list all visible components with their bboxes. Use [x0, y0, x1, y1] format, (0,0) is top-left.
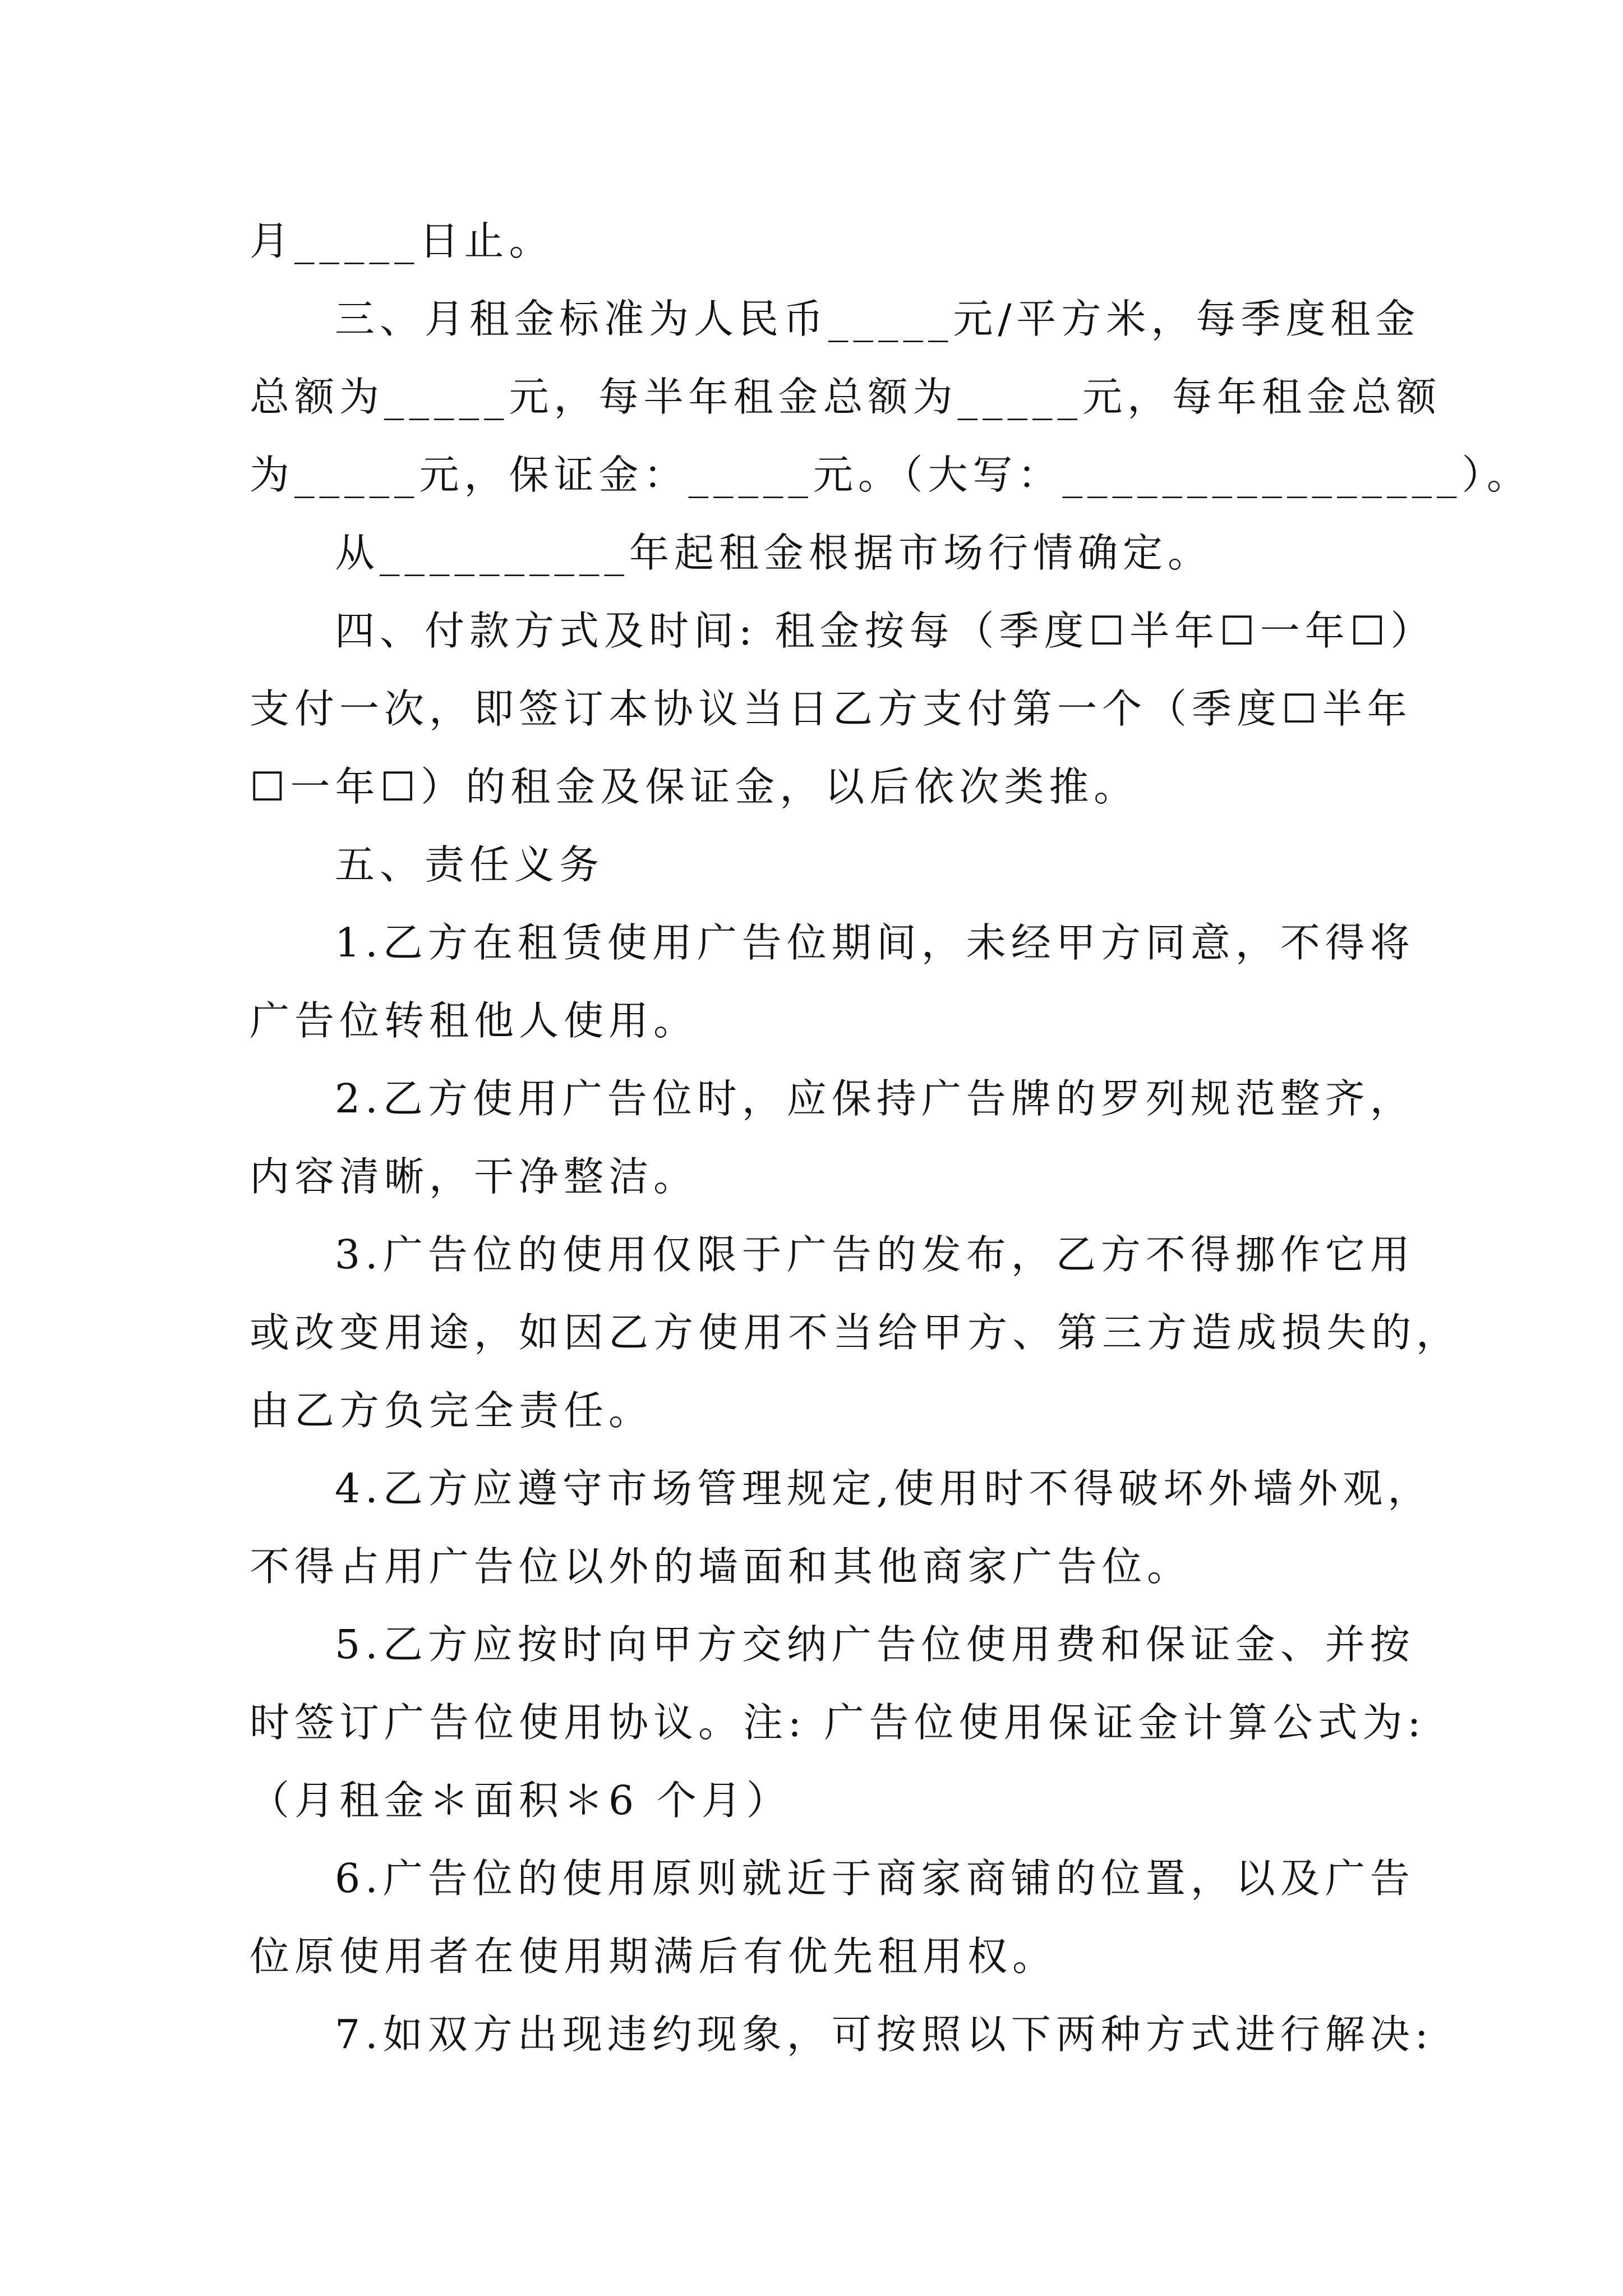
- text-line: ☐一年☐）的租金及保证金，以后依次类推。: [250, 763, 1139, 810]
- text-line: 四、付款方式及时间: 租金按每（季度☐半年☐一年☐）: [335, 608, 1436, 654]
- text-line: 7.如双方出现违约现象，可按照以下两种方式进行解决:: [335, 2011, 1433, 2058]
- text-line: 广告位转租他人使用。: [250, 997, 699, 1044]
- text-line: 总额为_____元，每半年租金总额为_____元，每年租金总额: [250, 374, 1442, 420]
- text-line: 3.广告位的使用仅限于广告的发布，乙方不得挪作它用: [335, 1231, 1415, 1278]
- text-line: 不得占用广告位以外的墙面和其他商家广告位。: [250, 1543, 1192, 1590]
- text-line: 1.乙方在租赁使用广告位期间，未经甲方同意，不得将: [335, 919, 1415, 966]
- text-line: 或改变用途，如因乙方使用不当给甲方、第三方造成损失的，: [250, 1309, 1461, 1356]
- text-line: 内容清晰，干净整洁。: [250, 1153, 699, 1200]
- section-heading: 五、责任义务: [335, 841, 605, 888]
- text-line: （月租金＊面积＊6 个月）: [250, 1777, 791, 1824]
- text-line: 2.乙方使用广告位时，应保持广告牌的罗列规范整齐，: [335, 1075, 1415, 1122]
- text-line: 5.乙方应按时向甲方交纳广告位使用费和保证金、并按: [335, 1621, 1415, 1668]
- text-line: 三、月租金标准为人民币_____元/平方米，每季度租金: [335, 296, 1421, 342]
- text-line: 由乙方负完全责任。: [250, 1387, 654, 1434]
- text-line: 从__________年起租金根据市场行情确定。: [335, 530, 1213, 576]
- text-line: 4.乙方应遵守市场管理规定,使用时不得破坏外墙外观，: [335, 1465, 1433, 1512]
- text-line: 支付一次，即签订本协议当日乙方支付第一个（季度☐半年: [250, 685, 1412, 732]
- document-body: [250, 202, 1532, 2073]
- text-line: 月_____日止。: [250, 218, 554, 264]
- text-line: 6.广告位的使用原则就近于商家商铺的位置，以及广告: [335, 1855, 1415, 1902]
- text-line: 位原使用者在使用期满后有优先租用权。: [250, 1933, 1058, 1980]
- text-line: 时签订广告位使用协议。注: 广告位使用保证金计算公式为:: [250, 1699, 1426, 1746]
- text-line: 为_____元，保证金：_____元。（大写：________________）。: [250, 452, 1532, 498]
